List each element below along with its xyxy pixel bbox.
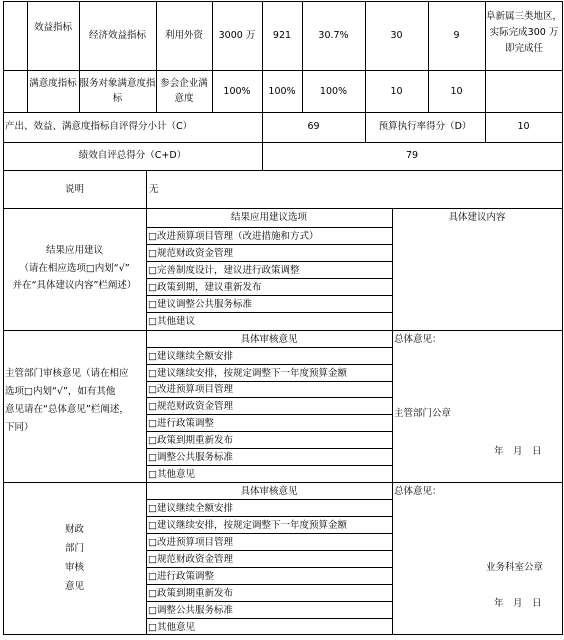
finance-option[interactable]: □调整公共服务标准 xyxy=(148,605,233,616)
finance-option[interactable]: □政策到期重新发布 xyxy=(148,588,233,599)
benefit-target: 3000 万 xyxy=(218,30,256,41)
rule xyxy=(146,261,392,262)
finance-overall-label: 总体意见： xyxy=(394,486,442,497)
rule xyxy=(146,431,392,432)
rule xyxy=(3,330,562,331)
result-option[interactable]: □政策到期，建议重新发布 xyxy=(148,282,262,293)
benefit-score: 9 xyxy=(453,30,460,41)
dept-opinion-header: 具体审核意见 xyxy=(240,334,298,345)
rule xyxy=(146,278,392,279)
rule xyxy=(562,1,563,635)
rule xyxy=(27,1,28,112)
result-content-header: 具体建议内容 xyxy=(448,212,506,223)
dept-option[interactable]: □规范财政资金管理 xyxy=(148,401,233,412)
result-options-header: 结果应用建议选项 xyxy=(230,212,307,223)
rule xyxy=(146,312,392,313)
finance-option[interactable]: □改进预算项目管理 xyxy=(148,537,233,548)
dept-option[interactable]: □改进预算项目管理 xyxy=(148,384,233,395)
finance-label-line: 财政 xyxy=(64,524,84,535)
satisfaction-subcategory: 服务对象满意度指标 xyxy=(79,78,156,104)
finance-label-line: 部门 xyxy=(64,543,84,554)
finance-option[interactable]: □规范财政资金管理 xyxy=(148,554,233,565)
rule xyxy=(146,448,392,449)
result-option[interactable]: □建议调整公共服务标准 xyxy=(148,299,252,310)
rule xyxy=(3,208,562,209)
benefit-actual: 921 xyxy=(272,30,292,41)
finance-opinion-header: 具体审核意见 xyxy=(240,486,298,497)
rule xyxy=(3,70,562,71)
subtotal-value: 69 xyxy=(307,121,320,132)
dept-option[interactable]: □进行政策调整 xyxy=(148,418,214,429)
dept-label-line: 意见请在“总体意见”栏阐述， xyxy=(5,404,129,415)
rule xyxy=(3,170,562,171)
benefit-subcategory: 经济效益指标 xyxy=(88,30,146,41)
satisfaction-actual: 100% xyxy=(268,86,296,97)
benefit-note: 阜新属三类地区，实际完成300 万即完成任 xyxy=(486,11,563,54)
rule xyxy=(392,208,393,634)
result-option[interactable]: □规范财政资金管理 xyxy=(148,248,233,259)
finance-label-line: 审核 xyxy=(64,562,84,573)
benefit-category: 效益指标 xyxy=(33,22,72,33)
explain-value: 无 xyxy=(149,184,159,195)
result-label-line: 结果应用建议 xyxy=(45,245,103,256)
benefit-indicator: 利用外资 xyxy=(164,30,203,41)
rule xyxy=(3,142,562,143)
rule xyxy=(146,533,392,534)
rule xyxy=(146,397,392,398)
rule xyxy=(146,227,392,228)
rule xyxy=(146,618,392,619)
result-option[interactable]: □改进预算项目管理（改进措施和方式） xyxy=(148,231,319,242)
finance-seal: 业务科室公章 xyxy=(486,562,544,573)
result-option[interactable]: □其他建议 xyxy=(148,316,195,327)
dept-seal: 主管部门公章 xyxy=(394,408,452,419)
exec-rate-label: 预算执行率得分（D） xyxy=(378,121,472,132)
dept-option[interactable]: □政策到期重新发布 xyxy=(148,435,233,446)
satisfaction-target: 100% xyxy=(223,86,251,97)
finance-label-line: 意见 xyxy=(64,581,84,592)
dept-overall-label: 总体意见： xyxy=(394,334,442,345)
rule xyxy=(3,482,562,483)
subtotal-label: 产出、效益、满意度指标自评得分小计（C） xyxy=(5,121,193,132)
explain-label: 说明 xyxy=(64,184,84,195)
dept-option[interactable]: □建议继续全额安排 xyxy=(148,351,233,362)
rule xyxy=(146,601,392,602)
satisfaction-full-score: 10 xyxy=(390,86,403,97)
dept-label-line: 选项□内划“√”，如有其他 xyxy=(5,386,116,397)
rule xyxy=(146,499,392,500)
finance-option[interactable]: □建议继续安排，按规定调整下一年度预算金额 xyxy=(148,520,347,531)
dept-label-line: 下同） xyxy=(5,422,34,433)
rule xyxy=(146,584,392,585)
total-label: 绩效自评总得分（C+D） xyxy=(78,150,187,161)
rule xyxy=(3,1,4,635)
result-option[interactable]: □完善制度设计，建议进行政策调整 xyxy=(148,265,300,276)
exec-rate-value: 10 xyxy=(517,121,530,132)
satisfaction-indicator: 参会企业满意度 xyxy=(160,78,208,104)
rule xyxy=(146,364,392,365)
dept-option[interactable]: □建议继续安排，按规定调整下一年度预算金额 xyxy=(148,368,347,379)
rule xyxy=(146,516,392,517)
dept-date: 年 月 日 xyxy=(494,446,542,457)
rule xyxy=(146,567,392,568)
dept-option[interactable]: □其他意见 xyxy=(148,469,195,480)
satisfaction-weight: 100% xyxy=(319,86,348,97)
total-value: 79 xyxy=(405,150,419,161)
satisfaction-score: 10 xyxy=(450,86,463,97)
rule xyxy=(3,112,562,113)
rule xyxy=(146,347,392,348)
finance-date: 年 月 日 xyxy=(494,598,542,609)
rule xyxy=(3,1,562,2)
rule xyxy=(3,634,562,635)
finance-option[interactable]: □其他意见 xyxy=(148,622,195,633)
finance-option[interactable]: □建议继续全额安排 xyxy=(148,503,233,514)
finance-option[interactable]: □进行政策调整 xyxy=(148,571,214,582)
result-label-line: （请在相应选项□内划“√” xyxy=(19,263,130,274)
benefit-weight: 30.7% xyxy=(318,30,349,41)
rule xyxy=(146,465,392,466)
benefit-full-score: 30 xyxy=(390,30,403,41)
rule xyxy=(146,295,392,296)
result-label-line: 并在“具体建议内容”栏阐述） xyxy=(12,280,137,291)
rule xyxy=(146,244,392,245)
rule xyxy=(146,170,147,634)
dept-option[interactable]: □调整公共服务标准 xyxy=(148,452,233,463)
dept-label-line: 主管部门审核意见（请在相应 xyxy=(5,368,129,379)
rule xyxy=(146,550,392,551)
satisfaction-category: 满意度指标 xyxy=(29,78,77,89)
rule xyxy=(146,414,392,415)
